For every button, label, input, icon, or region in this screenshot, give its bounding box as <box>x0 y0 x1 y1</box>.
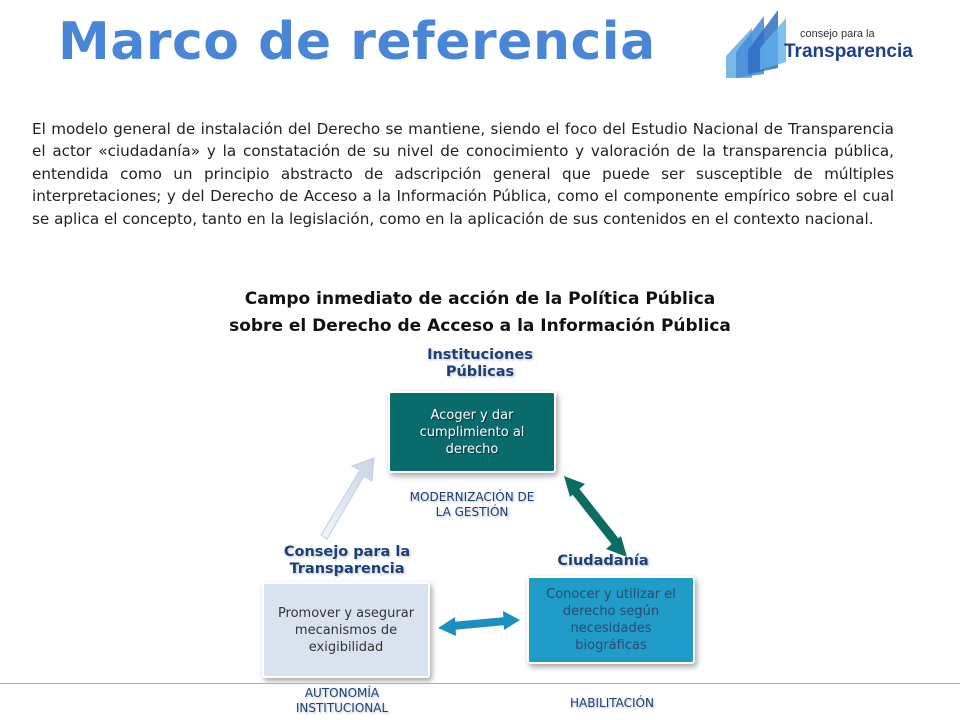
logo-text-top: consejo para la <box>800 28 875 40</box>
actor-ciudadania: Ciudadanía <box>557 553 649 569</box>
label-habilitacion: HABILITACIÓN <box>570 696 654 710</box>
label-autonomia-line1: AUTONOMÍA <box>304 686 380 700</box>
label-modernizacion-line2: LA GESTIÓN <box>435 505 509 519</box>
label-autonomia-line2: INSTITUCIONAL <box>295 701 389 715</box>
diagram-title-line2: sobre el Derecho de Acceso a la Información Pública <box>229 316 731 336</box>
actor-left-line1: Consejo para la <box>283 544 411 560</box>
node-ciudadania-text: Conocer y utilizar el derecho según necesidades biográficas <box>546 587 676 653</box>
arrow-top-to-right <box>564 476 627 557</box>
logo-text-main: Transparencia <box>784 41 913 62</box>
diagram-title-line1: Campo inmediato de acción de la Política Pública <box>244 289 716 309</box>
label-modernizacion <box>392 490 552 520</box>
actor-top-line1: Instituciones <box>427 347 533 363</box>
arrow-left-to-right <box>438 611 520 636</box>
label-autonomia <box>262 686 422 716</box>
bottom-divider <box>0 683 960 684</box>
node-consejo <box>262 582 430 678</box>
node-instituciones-text: Acoger y dar cumplimiento al derecho <box>419 407 525 457</box>
node-ciudadania <box>527 576 695 664</box>
arrow-left-to-top <box>321 458 374 539</box>
actor-top-line2: Públicas <box>445 364 515 380</box>
actor-left-line2: Transparencia <box>289 561 405 577</box>
label-modernizacion-line1: MODERNIZACIÓN DE <box>409 490 535 504</box>
node-instituciones <box>388 391 556 473</box>
intro-paragraph: El modelo general de instalación del Derecho se mantiene, siendo el foco del Estudio Nacional de Transparencia el actor «ciudadanía» y la constatación de su nivel de conocimiento y valoración de la transparencia pública, entendida como un principio abstracto de adscripción general que puede ser susceptible de múltiples interpretaciones; y del Derecho de Acceso a la Información Pública, como el componente empírico sobre el cual se aplica el concepto, tanto en la legislación, como en la aplicación de sus contenidos en el contexto nacional. <box>32 120 894 228</box>
page-title: Marco de referencia <box>58 12 656 72</box>
node-consejo-text: Promover y asegurar mecanismos de exigibilidad <box>277 605 415 655</box>
actor-consejo <box>262 544 432 578</box>
actor-instituciones-publicas <box>398 347 562 381</box>
